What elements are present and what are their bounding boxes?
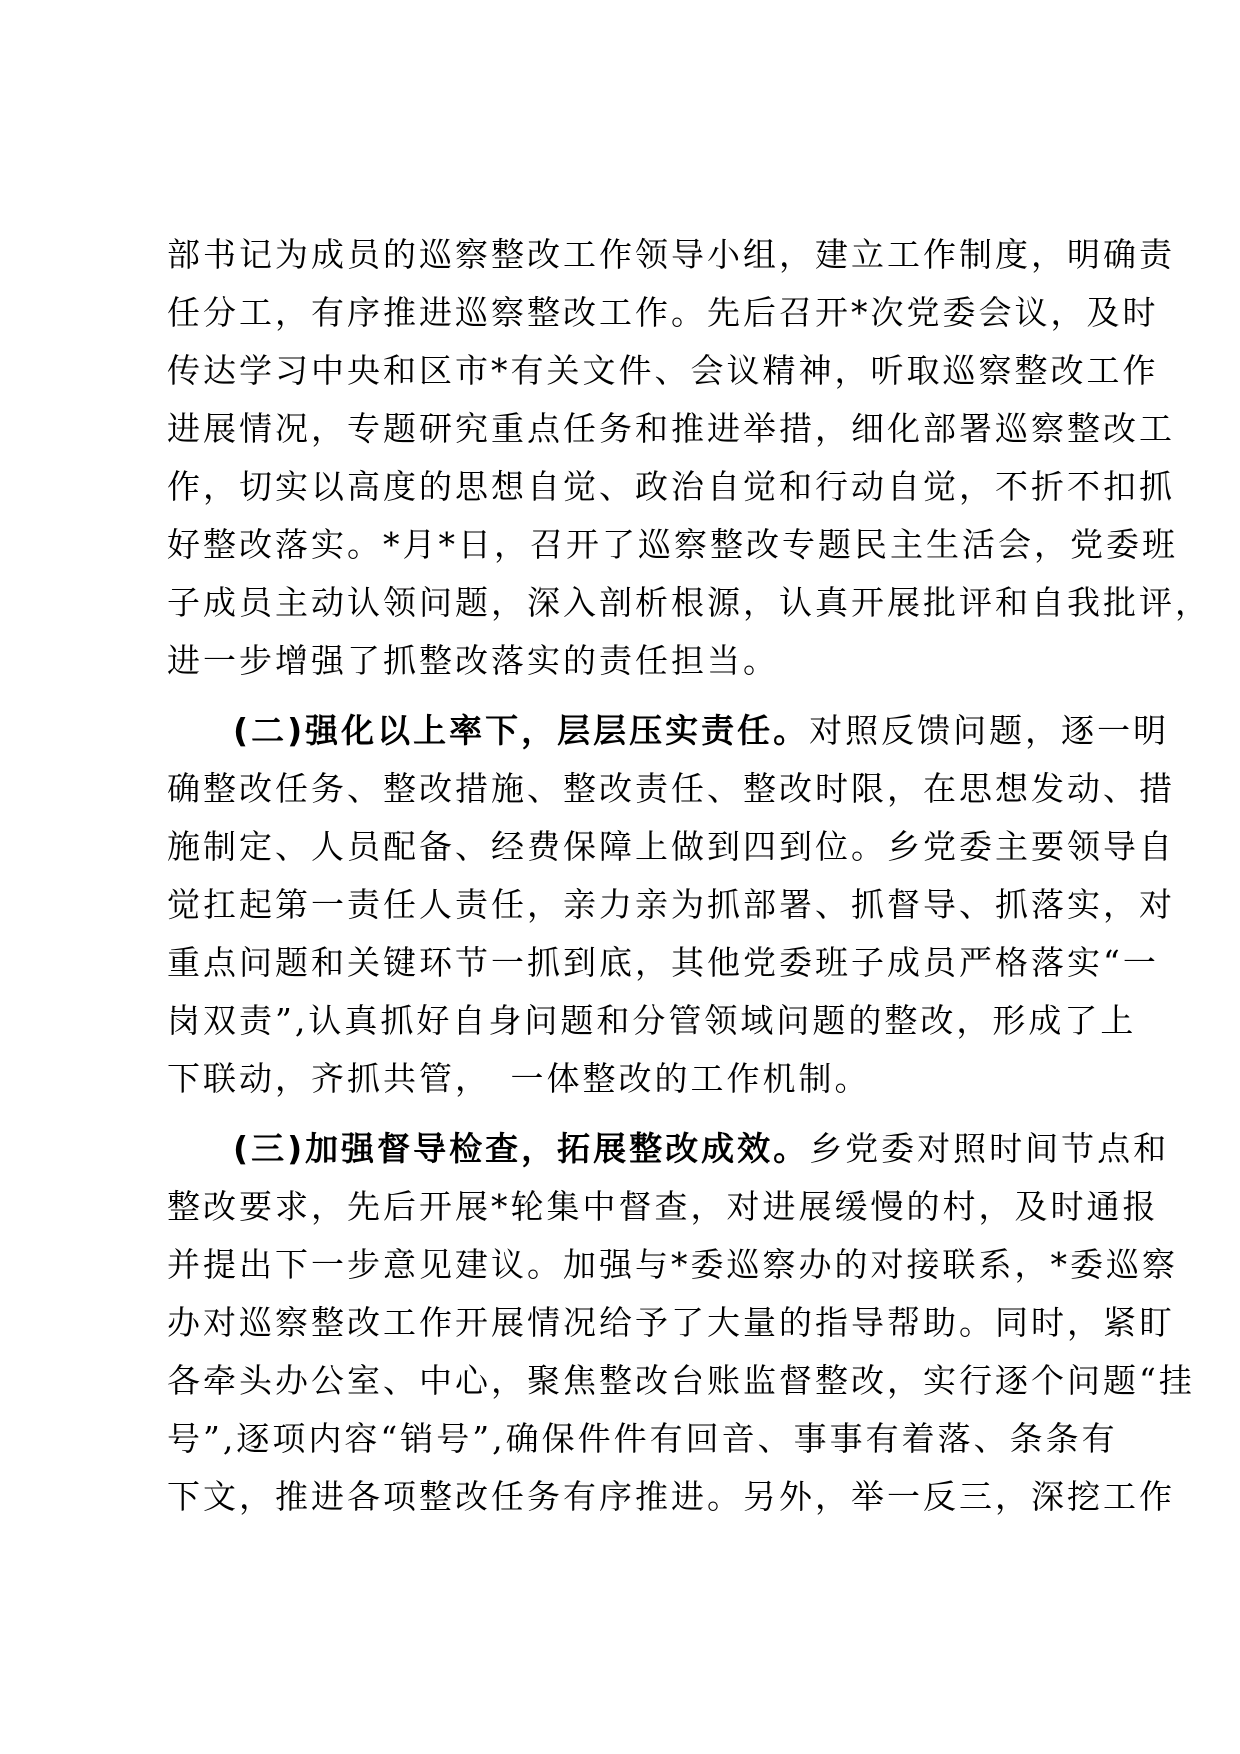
text-line: 好整改落实。*月*日，召开了巡察整改专题民主生活会，党委班 <box>167 525 1178 564</box>
paragraph-supervision <box>167 1120 1195 1526</box>
text-line: 觉扛起第一责任人责任，亲力亲为抓部署、抓督导、抓落实，对 <box>167 885 1175 924</box>
text-line: 岗双责”,认真抓好自身问题和分管领域问题的整改，形成了上 <box>167 1001 1137 1040</box>
paragraph-responsibility <box>167 702 1175 1108</box>
text-line: 任分工，有序推进巡察整改工作。先后召开*次党委会议，及时 <box>167 293 1159 332</box>
text-line: 办对巡察整改工作开展情况给予了大量的指导帮助。同时，紧盯 <box>167 1303 1175 1342</box>
text-line: 整改要求，先后开展*轮集中督查，对进展缓慢的村，及时通报 <box>167 1187 1159 1226</box>
text-line: 传达学习中央和区市*有关文件、会议精神，听取巡察整改工作 <box>167 351 1159 390</box>
text-line: 施制定、人员配备、经费保障上做到四到位。乡党委主要领导自 <box>167 827 1175 866</box>
text-line: 子成员主动认领问题，深入剖析根源，认真开展批评和自我批评， <box>167 583 1211 622</box>
text-line: 确整改任务、整改措施、整改责任、整改时限，在思想发动、措 <box>167 769 1175 808</box>
text-line: 并提出下一步意见建议。加强与*委巡察办的对接联系，*委巡察 <box>167 1245 1178 1284</box>
text-segment: 对照反馈问题，逐一明 <box>809 711 1170 750</box>
paragraph-spacer <box>167 1108 1087 1120</box>
text-line: 部书记为成员的巡察整改工作领导小组，建立工作制度，明确责 <box>167 235 1175 274</box>
text-line: 进展情况，专题研究重点任务和推进举措，细化部署巡察整改工 <box>167 409 1175 448</box>
paragraph-spacer <box>167 690 1087 702</box>
section-heading-3: (三)加强督导检查，拓展整改成效。 <box>233 1129 810 1168</box>
text-segment: 乡党委对照时间节点和 <box>809 1129 1170 1168</box>
document-body <box>167 226 1211 1526</box>
text-line: 进一步增强了抓整改落实的责任担当。 <box>167 641 779 680</box>
section-heading-2: (二)强化以上率下，层层压实责任。 <box>233 711 810 750</box>
paragraph-leadership-group <box>167 226 1211 690</box>
text-line: 号”,逐项内容“销号”,确保件件有回音、事事有着落、条条有 <box>167 1419 1118 1458</box>
paragraph-first-line <box>167 1120 1170 1178</box>
text-line: 各牵头办公室、中心，聚焦整改台账监督整改，实行逐个问题“挂 <box>167 1361 1195 1400</box>
text-line: 重点问题和关键环节一抓到底，其他党委班子成员严格落实“一 <box>167 943 1159 982</box>
text-line: 作，切实以高度的思想自觉、政治自觉和行动自觉，不折不扣抓 <box>167 467 1175 506</box>
text-line: 下联动，齐抓共管， 一体整改的工作机制。 <box>167 1059 871 1098</box>
paragraph-first-line <box>167 702 1170 760</box>
text-line: 下文，推进各项整改任务有序推进。另外，举一反三，深挖工作 <box>167 1477 1175 1516</box>
